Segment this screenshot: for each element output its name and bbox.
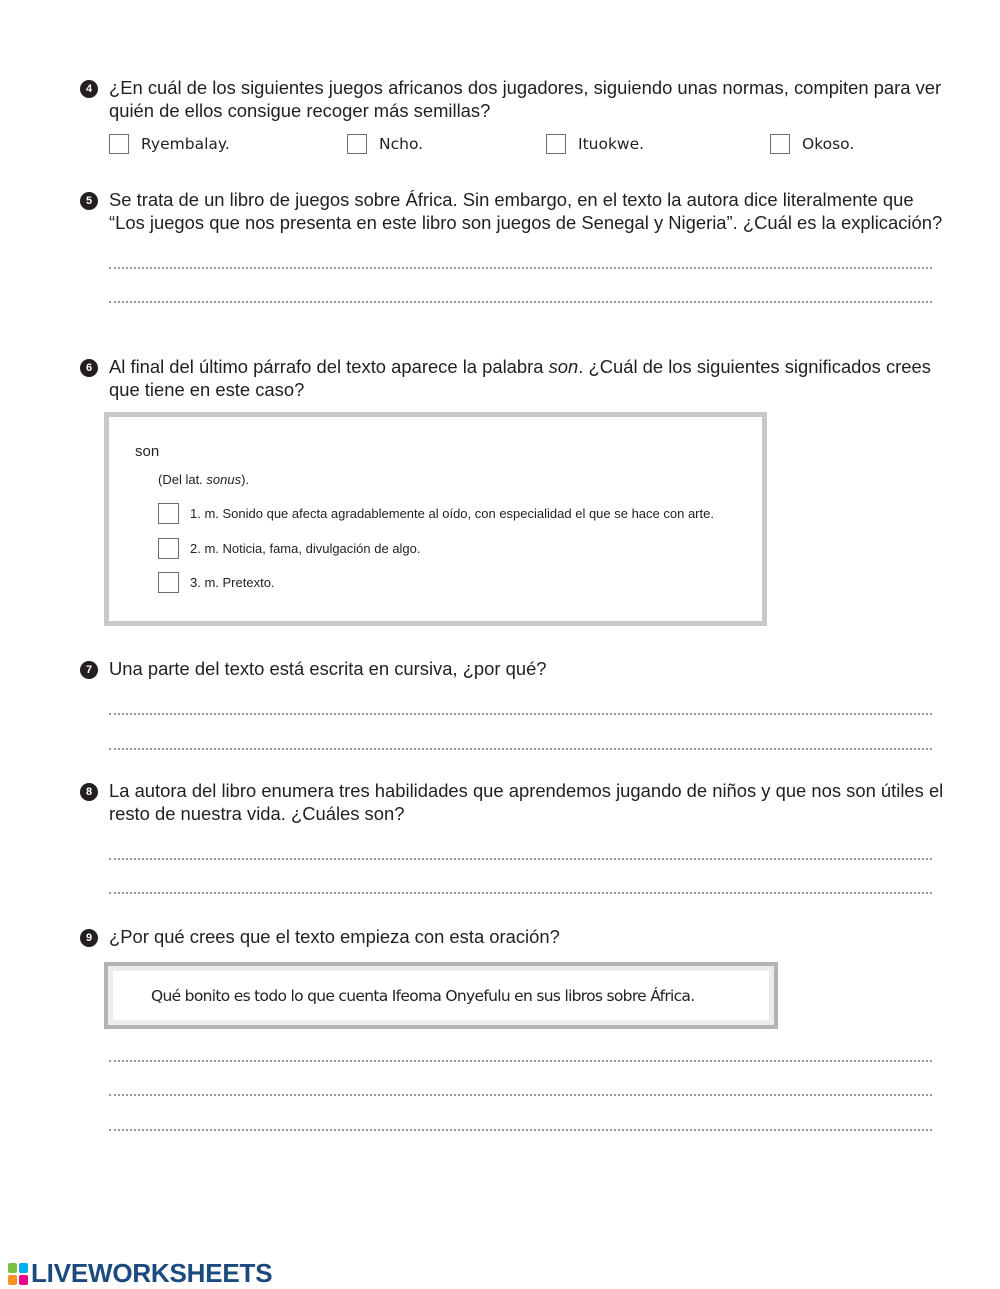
- answer-line[interactable]: [109, 715, 932, 750]
- question-number: 8: [80, 783, 98, 801]
- answer-lines: [109, 681, 932, 750]
- question-8: [80, 780, 950, 894]
- question-8-prompt: [80, 780, 950, 825]
- definition-option-3[interactable]: [158, 572, 275, 593]
- question-text: Una parte del texto está escrita en cursiva, ¿por qué?: [109, 658, 547, 679]
- answer-line[interactable]: [109, 860, 932, 895]
- checkbox[interactable]: [158, 503, 179, 524]
- option-label: Ryembalay.: [141, 135, 230, 153]
- logo-text: LIVEWORKSHEETS: [31, 1258, 273, 1288]
- option-ncho[interactable]: [347, 132, 423, 156]
- question-number: 4: [80, 80, 98, 98]
- liveworksheets-logo: [8, 1258, 272, 1289]
- answer-line[interactable]: [109, 825, 932, 860]
- question-number: 7: [80, 661, 98, 679]
- dictionary-etymology: (Del lat. sonus).: [158, 472, 250, 487]
- dictionary-entry-box: [104, 412, 767, 626]
- logo-icon: [8, 1263, 28, 1285]
- question-text: ¿En cuál de los siguientes juegos africanos dos jugadores, siguiendo unas normas, compiten para ver quién de ellos consigue recoger más semillas?: [109, 77, 942, 121]
- checkbox[interactable]: [158, 538, 179, 559]
- question-5-prompt: [80, 189, 950, 234]
- checkbox[interactable]: [158, 572, 179, 593]
- question-7: [80, 658, 950, 750]
- question-5: [80, 189, 950, 303]
- option-label: Okoso.: [802, 135, 855, 153]
- answer-line[interactable]: [109, 1096, 932, 1131]
- question-4-prompt: [80, 77, 950, 122]
- answer-lines: [109, 234, 932, 303]
- answer-line[interactable]: [109, 1027, 932, 1062]
- answer-line[interactable]: [109, 681, 932, 716]
- question-6: [80, 356, 950, 401]
- answer-line[interactable]: [109, 269, 932, 304]
- answer-lines: [109, 825, 932, 894]
- option-label: Ncho.: [379, 135, 424, 153]
- checkbox[interactable]: [546, 134, 566, 154]
- definition-text: 3. m. Pretexto.: [190, 575, 275, 590]
- answer-lines: [109, 1027, 932, 1131]
- option-okoso[interactable]: [770, 132, 854, 156]
- answer-line[interactable]: [109, 1062, 932, 1097]
- checkbox[interactable]: [109, 134, 129, 154]
- checkbox[interactable]: [347, 134, 367, 154]
- question-4: [80, 77, 950, 158]
- option-ituokwe[interactable]: [546, 132, 644, 156]
- question-number: 9: [80, 929, 98, 947]
- question-7-prompt: [80, 658, 950, 681]
- italic-word: son: [548, 356, 579, 377]
- question-text: ¿Por qué crees que el texto empieza con esta oración?: [109, 926, 560, 947]
- question-number: 5: [80, 192, 98, 210]
- question-9: [80, 926, 950, 949]
- question-text: Se trata de un libro de juegos sobre África. Sin embargo, en el texto la autora dice literalmente que “Los juegos que nos presenta en este libro son juegos de Senegal y Nigeria”. ¿Cuál es la explicación?: [109, 189, 943, 233]
- option-label: Ituokwe.: [578, 135, 645, 153]
- answer-line[interactable]: [109, 234, 932, 269]
- option-ryembalay[interactable]: [109, 132, 230, 156]
- question-number: 6: [80, 359, 98, 377]
- definition-option-2[interactable]: [158, 538, 421, 559]
- definition-text: 1. m. Sonido que afecta agradablemente al oído, con especialidad el que se hace con arte.: [190, 506, 714, 521]
- quote-box: [104, 962, 778, 1029]
- checkbox[interactable]: [770, 134, 790, 154]
- answer-options: [80, 132, 950, 158]
- dictionary-headword: son: [135, 443, 160, 460]
- quote-text: Qué bonito es todo lo que cuenta Ifeoma Onyefulu en sus libros sobre África.: [151, 986, 695, 1005]
- question-9-prompt: [80, 926, 950, 949]
- question-text: La autora del libro enumera tres habilidades que aprendemos jugando de niños y que nos son útiles el resto de nuestra vida. ¿Cuáles son?: [109, 780, 944, 824]
- definition-text: 2. m. Noticia, fama, divulgación de algo.: [190, 541, 421, 556]
- definition-option-1[interactable]: [158, 503, 714, 524]
- question-6-prompt: [80, 356, 950, 401]
- question-text: Al final del último párrafo del texto aparece la palabra son. ¿Cuál de los siguientes significados crees que tiene en este caso?: [109, 356, 931, 400]
